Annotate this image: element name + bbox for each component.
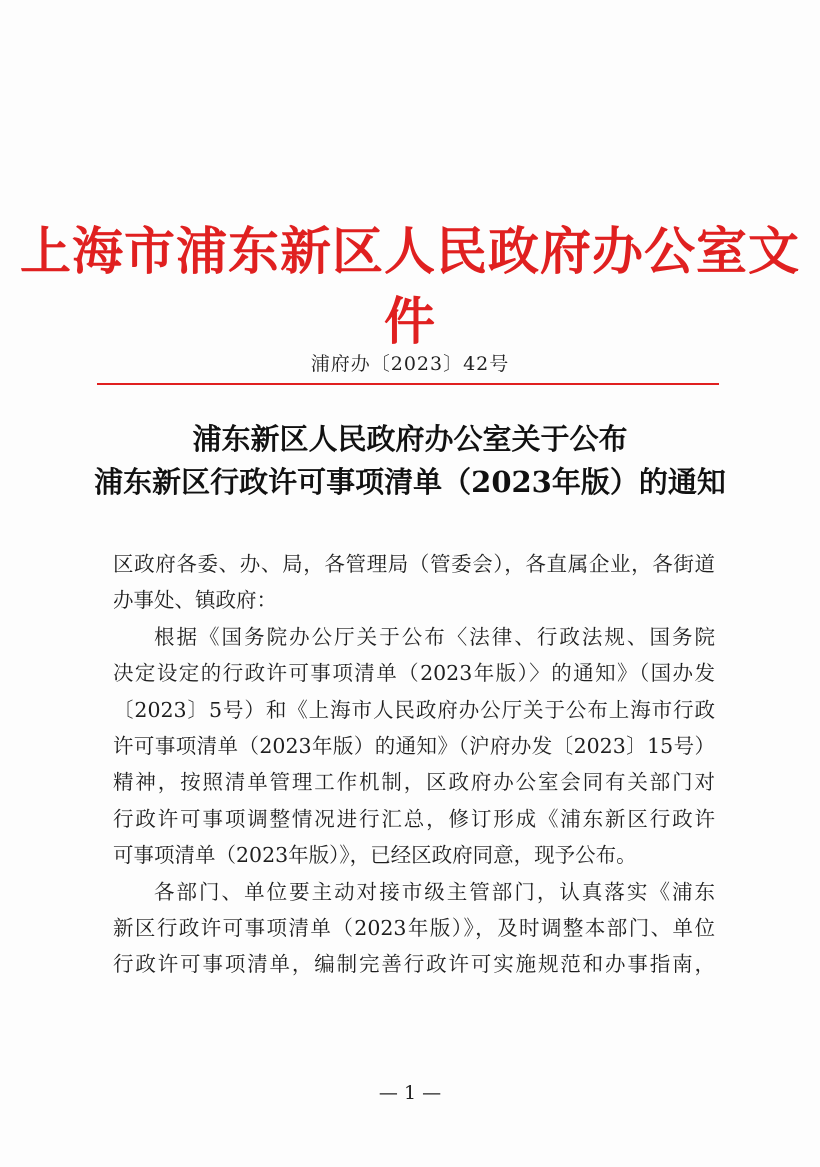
notice-body — [113, 546, 715, 983]
notice-title-line-2: 浦东新区行政许可事项清单（2023年版）的通知 — [94, 465, 726, 499]
masthead-title: 上海市浦东新区人民政府办公室文件 — [19, 223, 800, 352]
paragraph-1-line-4: 许可事项清单（2023年版）的通知》（沪府办发〔2023〕15号） — [113, 734, 715, 759]
paragraph-2-line-3: 行政许可事项清单，编制完善行政许可实施规范和办事指南， — [113, 952, 715, 977]
salutation-line-2: 办事处、镇政府： — [113, 588, 277, 613]
paragraph-1-line-1: 根据《国务院办公厅关于公布〈法律、行政法规、国务院 — [154, 624, 715, 649]
notice-title — [0, 418, 820, 504]
page-number: — 1 — — [378, 1082, 442, 1104]
paragraph-1-line-5: 精神，按照清单管理工作机制，区政府办公室会同有关部门对 — [113, 770, 715, 795]
paragraph-1-line-7: 可事项清单（2023年版）》，已经区政府同意，现予公布。 — [113, 843, 637, 868]
paragraph-2-line-2: 新区行政许可事项清单（2023年版）》，及时调整本部门、单位 — [113, 916, 715, 941]
salutation-line-1: 区政府各委、办、局，各管理局（管委会），各直属企业，各街道 — [113, 552, 715, 576]
paragraph-1-line-2: 决定设定的行政许可事项清单（2023年版）〉的通知》（国办发 — [113, 661, 715, 686]
paragraph-1-line-6: 行政许可事项调整情况进行汇总，修订形成《浦东新区行政许 — [113, 806, 715, 831]
document-number: 浦府办〔2023〕42号 — [310, 353, 510, 375]
paragraph-1-line-3: 〔2023〕5号）和《上海市人民政府办公厅关于公布上海市行政 — [113, 697, 715, 722]
red-separator-line — [97, 383, 719, 385]
notice-title-line-1: 浦东新区人民政府办公室关于公布 — [192, 422, 628, 456]
paragraph-2-line-1: 各部门、单位要主动对接市级主管部门，认真落实《浦东 — [154, 879, 715, 904]
